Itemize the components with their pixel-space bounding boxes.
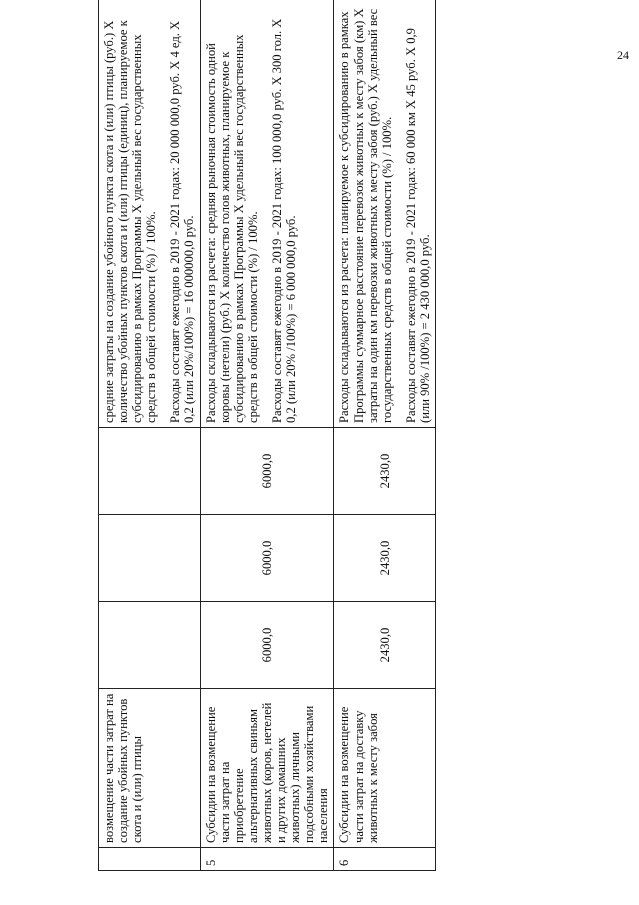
row-name: Субсидии на возмещение части затрат на приобретение альтернативных свиньям животных (коров, нетелей и других домашних животных) личными подсобными хозяйствами населения xyxy=(200,689,334,848)
description-formula: Расходы складываются из расчета: средняя рыночная стоимость одной коровы (нетели) (руб.) Х количество голов животных, планируемое к субсидированию в рамках Программы Х удельный вес государственных средств в общей стоимости (%) / 100%. xyxy=(203,34,260,423)
value-2020: 2430,0 xyxy=(334,515,436,602)
value-2020 xyxy=(99,515,201,602)
value-2019: 6000,0 xyxy=(200,602,334,689)
value-2021: 2430,0 xyxy=(334,428,436,515)
row-name: Субсидии на возмещение части затрат на доставку животных к месту забоя xyxy=(334,689,436,848)
description-total: Расходы составят ежегодно в 2019 - 2021 годах: 100 000,0 руб. Х 300 гол. Х 0,2 (или 20% /100%) = 6 000 000,0 руб. xyxy=(269,18,299,423)
value-2019 xyxy=(99,602,201,689)
value-2019: 2430,0 xyxy=(334,602,436,689)
row-description xyxy=(99,0,201,428)
row-name: возмещение части затрат на создание убойных пунктов скота и (или) птицы xyxy=(99,689,201,848)
table-row xyxy=(99,0,201,871)
value-2020: 6000,0 xyxy=(200,515,334,602)
table-row xyxy=(200,0,334,871)
row-description xyxy=(334,0,436,428)
description-total: Расходы составят ежегодно в 2019 - 2021 годах: 20 000 000,0 руб. Х 4 ед. Х 0,2 (или 20%/100%) = 16 000000,0 руб. xyxy=(168,20,197,423)
table-row xyxy=(334,0,436,871)
value-2021 xyxy=(99,428,201,515)
row-description xyxy=(200,0,334,428)
subsidy-table xyxy=(98,0,436,871)
row-index xyxy=(99,848,201,871)
page-number: 24 xyxy=(617,48,629,62)
description-formula: Расходы складываются из расчета: планируемое к субсидированию в рамках Программы суммарное расстояние перевозок животных к месту забоя (км) Х затраты на один км перевозки животных к месту забоя (руб.) Х удельный вес государственных средств в общей стоимости (%) / 100%. xyxy=(337,8,394,423)
row-index: 5 xyxy=(200,848,334,871)
value-2021: 6000,0 xyxy=(200,428,334,515)
description-total: Расходы составят ежегодно в 2019 - 2021 годах: 60 000 км Х 45 руб. Х 0,9 (или 90% /100%) = 2 430 000,0 руб. xyxy=(403,28,432,423)
row-index: 6 xyxy=(334,848,436,871)
description-formula: средние затраты на создание убойного пункта скота и (или) птицы (руб.) Х количество убойных пунктов скота и (или) птицы (единиц), планируемое к субсидированию в рамках Программы Х удельный вес государственных средств в общей стоимости (%) / 100%. xyxy=(102,20,159,423)
